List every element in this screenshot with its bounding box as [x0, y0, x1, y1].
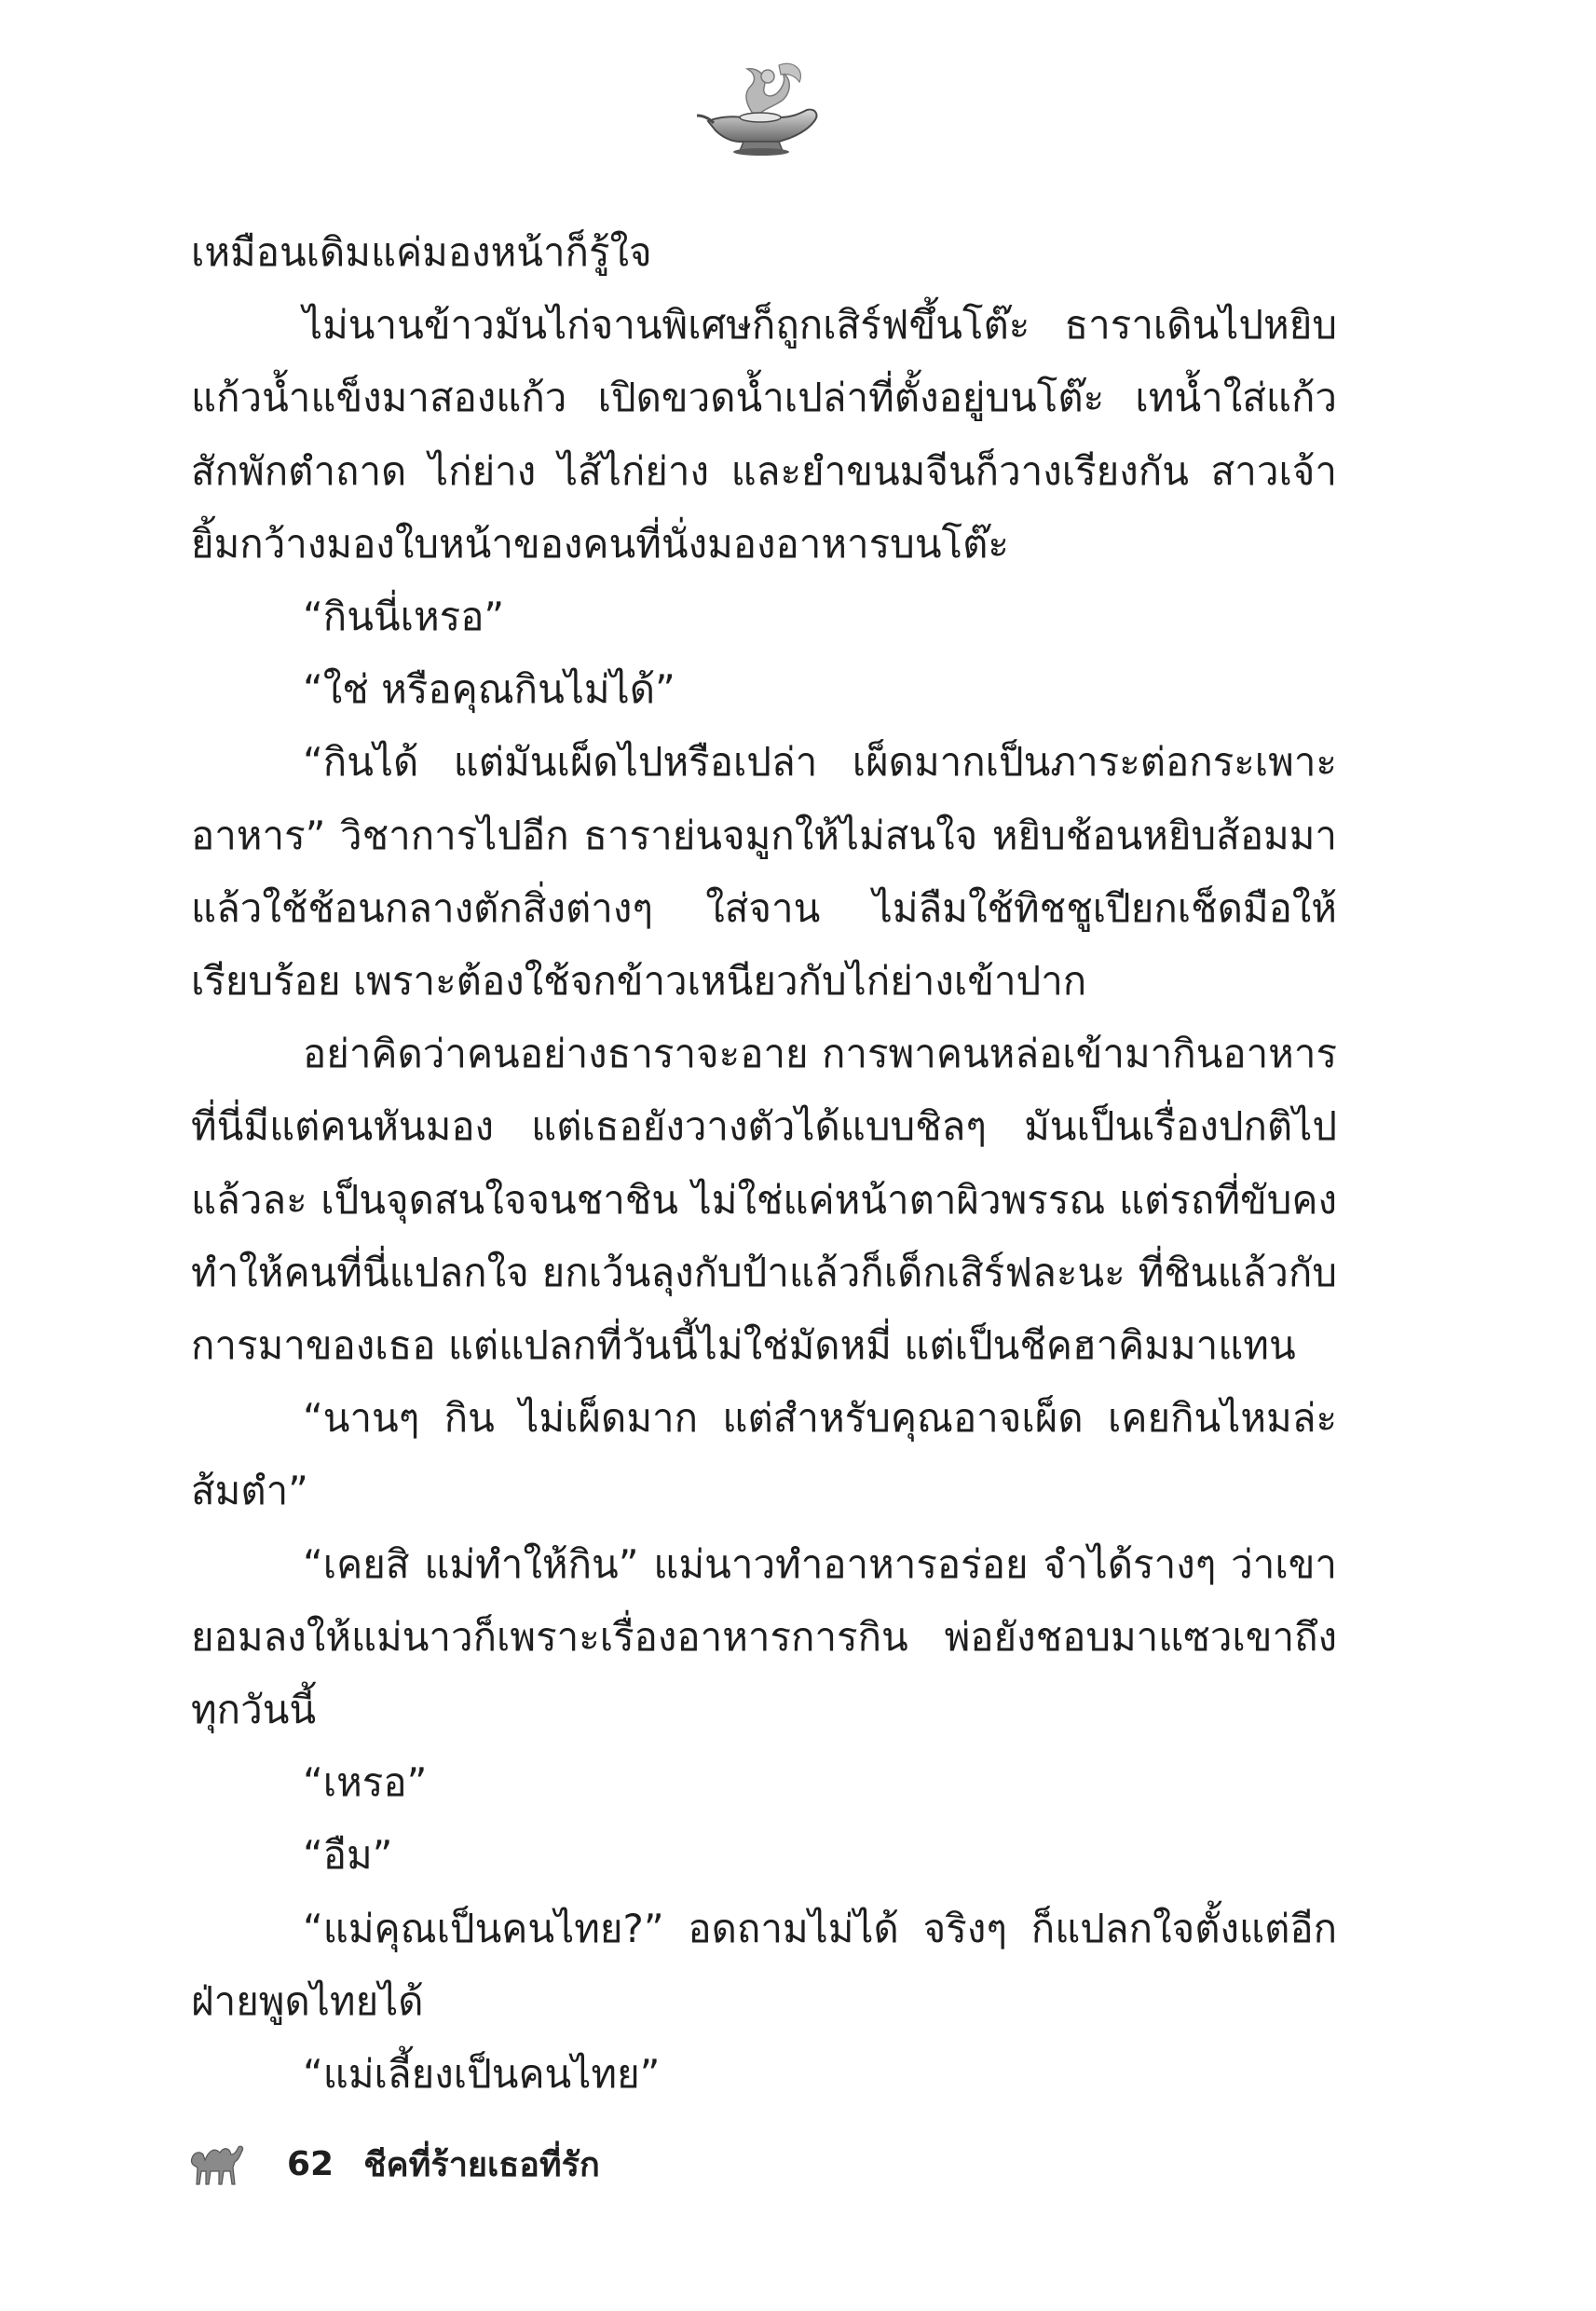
- camel-icon: [186, 2140, 246, 2188]
- book-title: ชีคที่ร้ายเธอที่รัก: [363, 2145, 600, 2184]
- body-text: [191, 216, 1337, 2111]
- paragraph: ไม่นานข้าวมันไก่จานพิเศษก็ถูกเสิร์ฟขึ้นโต๊ะ ธาราเดินไปหยิบแก้วน้ำแข็งมาสองแก้ว เปิดขวดน้ำเปล่าที่ตั้งอยู่บนโต๊ะ เทน้ำใส่แก้วสักพักตำถาด ไก่ย่าง ไส้ไก่ย่าง และยำขนมจีนก็วางเรียงกัน สาวเจ้ายิ้มกว้างมองใบหน้าของคนที่นั่งมองอาหารบนโต๊ะ: [191, 302, 1337, 567]
- paragraph: อย่าคิดว่าคนอย่างธาราจะอาย การพาคนหล่อเข้ามากินอาหารที่นี่มีแต่คนหันมอง แต่เธอยังวางตัวได้แบบชิลๆ มันเป็นเรื่องปกติไปแล้วละ เป็นจุดสนใจจนชาชิน ไม่ใช่แค่หน้าตาผิวพรรณ แต่รถที่ขับคงทำให้คนที่นี่แปลกใจ ยกเว้นลุงกับป้าแล้วก็เด็กเสิร์ฟละนะ ที่ชินแล้วกับการมาของเธอ แต่แปลกที่วันนี้ไม่ใช่มัดหมี่ แต่เป็นชีคฮาคิมมาแทน: [191, 1031, 1337, 1369]
- page-footer: [186, 2136, 839, 2192]
- genie-lamp-icon: [689, 56, 829, 158]
- paragraph: เหมือนเดิมแค่มองหน้าก็รู้ใจ: [191, 229, 652, 275]
- paragraph: “แม่คุณเป็นคนไทย?” อดถามไม่ได้ จริงๆ ก็แปลกใจตั้งแต่อีกฝ่ายพูดไทยได้: [191, 1905, 1337, 2024]
- paragraph: “นานๆ กิน ไม่เผ็ดมาก แต่สำหรับคุณอาจเผ็ด เคยกินไหมล่ะส้มตำ”: [191, 1395, 1337, 1514]
- paragraph: “ใช่ หรือคุณกินไม่ได้”: [303, 666, 675, 713]
- paragraph: “เคยสิ แม่ทำให้กิน” แม่นาวทำอาหารอร่อย จำได้รางๆ ว่าเขายอมลงให้แม่นาวก็เพราะเรื่องอาหารการกิน พ่อยังชอบมาแซวเขาถึงทุกวันนี้: [191, 1540, 1337, 1733]
- paragraph: “กินได้ แต่มันเผ็ดไปหรือเปล่า เผ็ดมากเป็นภาระต่อกระเพาะอาหาร” วิชาการไปอีก ธาราย่นจมูกให้ไม่สนใจ หยิบช้อนหยิบส้อมมาแล้วใช้ช้อนกลางตักสิ่งต่างๆ ใส่จาน ไม่ลืมใช้ทิชชูเปียกเช็ดมือให้เรียบร้อย เพราะต้องใช้จกข้าวเหนียวกับไก่ย่างเข้าปาก: [191, 739, 1337, 1005]
- page-number: 62: [287, 2144, 334, 2183]
- paragraph: “กินนี่เหรอ”: [303, 594, 505, 640]
- paragraph: “แม่เลี้ยงเป็นคนไทย”: [303, 2051, 661, 2098]
- paragraph: “อืม”: [303, 1832, 393, 1879]
- paragraph: “เหรอ”: [303, 1759, 428, 1806]
